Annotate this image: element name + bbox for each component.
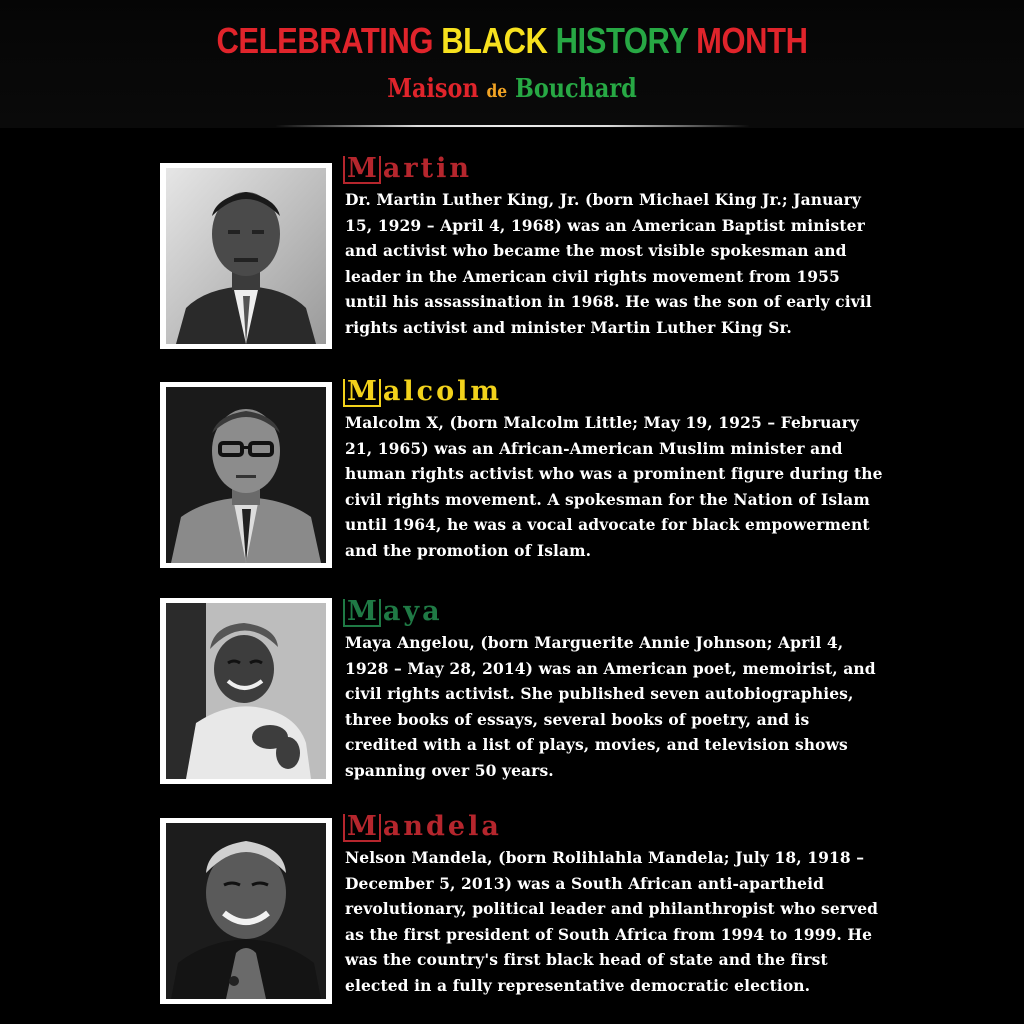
bio-martin: Dr. Martin Luther King, Jr. (born Michael King Jr.; January 15, 1929 – April 4, 1968) was an American Baptist minister and activist who became the most visible spokesman and leader in the American civil rights movement from 1955 until his assassination in 1968. He was the son of early civil rights activist and minister Martin Luther King Sr. <box>345 190 872 337</box>
title-word-celebrating: CELEBRATING <box>216 20 434 61</box>
name-rest-mandela: andela <box>382 811 502 842</box>
name-rest-maya: aya <box>382 596 443 627</box>
name-malcolm <box>343 376 502 407</box>
name-rest-malcolm: alcolm <box>382 376 502 407</box>
photo-maya <box>160 598 332 784</box>
brand-part-de: de <box>486 81 508 102</box>
bio-maya: Maya Angelou, (born Marguerite Annie Johnson; April 4, 1928 – May 28, 2014) was an American poet, memoirist, and civil rights activist. She published seven autobiographies, three books of essays, several books of poetry, and is credited with a list of plays, movies, and television shows spanning over 50 years. <box>345 633 876 780</box>
page-title <box>72 20 953 62</box>
name-mandela <box>343 811 502 842</box>
initial-mandela: M <box>343 814 381 842</box>
name-martin <box>343 153 472 184</box>
initial-martin: M <box>343 156 381 184</box>
photo-martin <box>160 163 332 349</box>
portrait-malcolm-icon <box>165 387 327 563</box>
photo-mandela <box>160 818 332 1004</box>
title-word-black: BLACK <box>441 20 548 61</box>
initial-malcolm: M <box>343 379 381 407</box>
name-rest-martin: artin <box>382 153 472 184</box>
photo-malcolm <box>160 382 332 568</box>
bio-mandela: Nelson Mandela, (born Rolihlahla Mandela; July 18, 1918 – December 5, 2013) was a South African anti-apartheid revolutionary, political leader and philanthropist who served as the first president of South Africa from 1994 to 1999. He was the country's first black head of state and the first elected in a fully representative democratic election. <box>345 848 879 995</box>
brand-name <box>72 74 953 104</box>
title-word-month: MONTH <box>696 20 808 61</box>
name-maya <box>343 596 443 627</box>
header-divider <box>275 125 750 127</box>
initial-maya: M <box>343 599 381 627</box>
portrait-maya-icon <box>165 603 327 779</box>
page-header <box>0 0 1024 128</box>
portrait-martin-icon <box>165 168 327 344</box>
portrait-mandela-icon <box>165 823 327 999</box>
brand-part-bouchard: Bouchard <box>514 74 637 104</box>
bio-malcolm: Malcolm X, (born Malcolm Little; May 19, 1925 – February 21, 1965) was an African-American Muslim minister and human rights activist who was a prominent figure during the civil rights movement. A spokesman for the Nation of Islam until 1964, he was a vocal advocate for black empowerment and the promotion of Islam. <box>345 413 883 560</box>
title-word-history: HISTORY <box>555 20 688 61</box>
brand-part-maison: Maison <box>387 74 479 104</box>
